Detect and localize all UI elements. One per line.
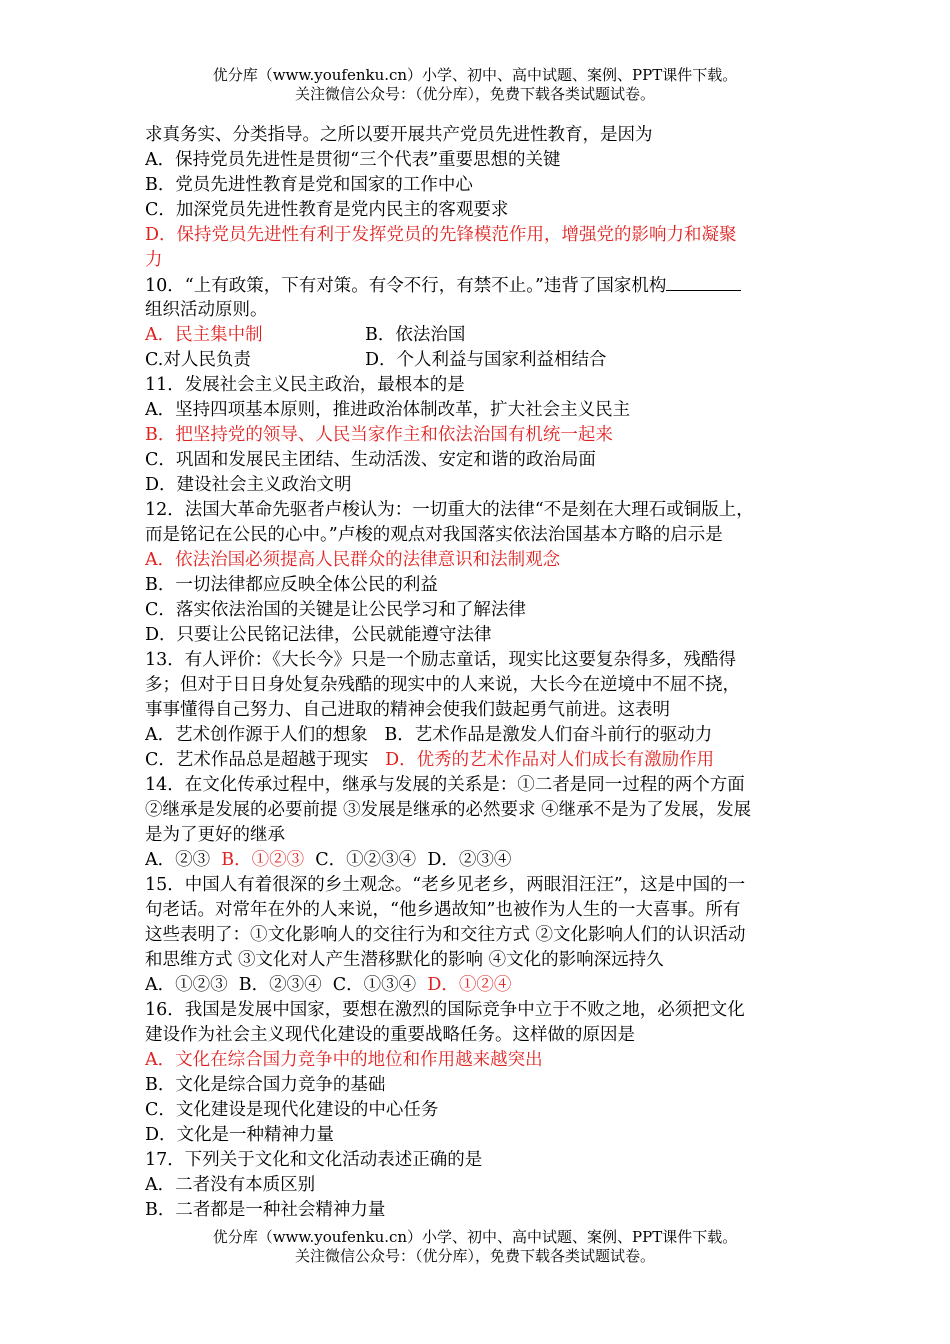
q17-stem: 17．下列关于文化和文化活动表述正确的是 xyxy=(145,1150,483,1170)
q17-option-a: A．二者没有本质区别 xyxy=(145,1175,316,1195)
q10-stem-text: 10．“上有政策，下有对策。有令不行，有禁不止。”违背了国家机构 xyxy=(145,276,667,296)
q13-option-d-answer: D．优秀的艺术作品对人们成长有激励作用 xyxy=(385,750,715,770)
q10-blank xyxy=(666,273,741,291)
q14-stem-cont-2: 是为了更好的继承 xyxy=(145,825,285,845)
q15-stem-cont-3: 和思维方式 ③文化对人产生潜移默化的影响 ④文化的影响深远持久 xyxy=(145,950,664,970)
q14-stem-cont-1: ②继承是发展的必要前提 ③发展是继承的必然要求 ④继承不是为了发展，发展 xyxy=(145,800,752,820)
q15-option-a: A．①②③ xyxy=(145,975,228,995)
q13-stem-cont-1: 多；但对于日日身处复杂残酷的现实中的人来说，大长今在逆境中不屈不挠， xyxy=(145,675,740,695)
q13-option-b: B．艺术作品是激发人们奋斗前行的驱动力 xyxy=(384,725,713,745)
q13-options-row-2 xyxy=(145,748,810,773)
q13-stem-cont-2: 事事懂得自己努力、自己进取的精神会使我们鼓起勇气前进。这表明 xyxy=(145,700,670,720)
page-footer xyxy=(0,1228,950,1266)
q12-option-a-answer: A．依法治国必须提高人民群众的法律意识和法制观念 xyxy=(145,550,561,570)
q16-stem: 16．我国是发展中国家，要想在激烈的国际竞争中立于不败之地，必须把文化 xyxy=(145,1000,745,1020)
page-header xyxy=(0,66,950,104)
q16-option-a-answer: A．文化在综合国力竞争中的地位和作用越来越突出 xyxy=(145,1050,543,1070)
q15-options xyxy=(145,973,810,998)
document-body xyxy=(145,123,810,1223)
q14-stem: 14．在文化传承过程中，继承与发展的关系是：①二者是同一过程的两个方面 xyxy=(145,775,745,795)
q11-option-c: C．巩固和发展民主团结、生动活泼、安定和谐的政治局面 xyxy=(145,450,596,470)
q11-option-a: A．坚持四项基本原则，推进政治体制改革，扩大社会主义民主 xyxy=(145,400,631,420)
q16-option-c: C．文化建设是现代化建设的中心任务 xyxy=(145,1100,439,1120)
q13-stem: 13．有人评价：《大长今》只是一个励志童话，现实比这要复杂得多，残酷得 xyxy=(145,650,737,670)
q14-option-b-answer: B．①②③ xyxy=(221,850,305,870)
q13-option-a: A．艺术创作源于人们的想象 xyxy=(145,725,368,745)
q11-option-b-answer: B．把坚持党的领导、人民当家作主和依法治国有机统一起来 xyxy=(145,425,613,445)
q9-option-d-answer-cont: 力 xyxy=(145,250,163,270)
q13-options-row-1 xyxy=(145,723,810,748)
q15-option-d-answer: D．①②④ xyxy=(427,975,512,995)
q9-option-a: A．保持党员先进性是贯彻“三个代表”重要思想的关键 xyxy=(145,150,561,170)
q13-option-c: C．艺术作品总是超越于现实 xyxy=(145,750,369,770)
q10-option-c: C.对人民负责 xyxy=(145,350,251,370)
q17-option-b: B．二者都是一种社会精神力量 xyxy=(145,1200,386,1220)
q12-option-d: D．只要让公民铭记法律，公民就能遵守法律 xyxy=(145,625,492,645)
q10-options-row-1 xyxy=(145,323,810,348)
q15-stem-cont-2: 这些表明了：①文化影响人的交往行为和交往方式 ②文化影响人们的认识活动 xyxy=(145,925,746,945)
q15-option-b: B．②③④ xyxy=(238,975,322,995)
q9-stem: 求真务实、分类指导。之所以要开展共产党员先进性教育，是因为 xyxy=(145,125,653,145)
q12-stem-cont: 而是铭记在公民的心中。”卢梭的观点对我国落实依法治国基本方略的启示是 xyxy=(145,525,723,545)
q14-option-a: A．②③ xyxy=(145,850,211,870)
q9-option-c: C．加深党员先进性教育是党内民主的客观要求 xyxy=(145,200,509,220)
q10-option-b: B．依法治国 xyxy=(365,325,466,345)
q15-stem-cont-1: 句老话。对常年在外的人来说，“他乡遇故知”也被作为人生的一大喜事。所有 xyxy=(145,900,741,920)
q11-option-d: D．建设社会主义政治文明 xyxy=(145,475,352,495)
q14-options xyxy=(145,848,810,873)
q10-stem-cont: 组织活动原则。 xyxy=(145,300,268,320)
q14-option-c: C．①②③④ xyxy=(315,850,417,870)
q11-stem: 11．发展社会主义民主政治，最根本的是 xyxy=(145,375,465,395)
footer-line-1: 优分库（www.youfenku.cn）小学、初中、高中试题、案例、PPT课件下载。 xyxy=(212,1228,738,1246)
q16-option-d: D．文化是一种精神力量 xyxy=(145,1125,335,1145)
q16-stem-cont: 建设作为社会主义现代化建设的重要战略任务。这样做的原因是 xyxy=(145,1025,635,1045)
q12-stem: 12．法国大革命先驱者卢梭认为：一切重大的法律“不是刻在大理石或铜版上， xyxy=(145,500,754,520)
footer-line-2: 关注微信公众号：（优分库），免费下载各类试题试卷。 xyxy=(294,1247,655,1265)
q12-option-c: C．落实依法治国的关键是让公民学习和了解法律 xyxy=(145,600,526,620)
q15-stem: 15．中国人有着很深的乡土观念。“老乡见老乡，两眼泪汪汪”，这是中国的一 xyxy=(145,875,746,895)
q9-option-b: B．党员先进性教育是党和国家的工作中心 xyxy=(145,175,473,195)
header-line-1: 优分库（www.youfenku.cn）小学、初中、高中试题、案例、PPT课件下载。 xyxy=(212,66,738,84)
q14-option-d: D．②③④ xyxy=(427,850,512,870)
q12-option-b: B．一切法律都应反映全体公民的利益 xyxy=(145,575,438,595)
q10-option-a-answer: A．民主集中制 xyxy=(145,325,263,345)
q10-stem xyxy=(145,273,810,298)
q9-option-d-answer: D．保持党员先进性有利于发挥党员的先锋模范作用，增强党的影响力和凝聚 xyxy=(145,225,737,245)
header-line-2: 关注微信公众号：（优分库），免费下载各类试题试卷。 xyxy=(294,85,655,103)
q15-option-c: C．①③④ xyxy=(332,975,417,995)
q16-option-b: B．文化是综合国力竞争的基础 xyxy=(145,1075,386,1095)
q10-option-d: D．个人利益与国家利益相结合 xyxy=(365,350,607,370)
q10-options-row-2 xyxy=(145,348,810,373)
